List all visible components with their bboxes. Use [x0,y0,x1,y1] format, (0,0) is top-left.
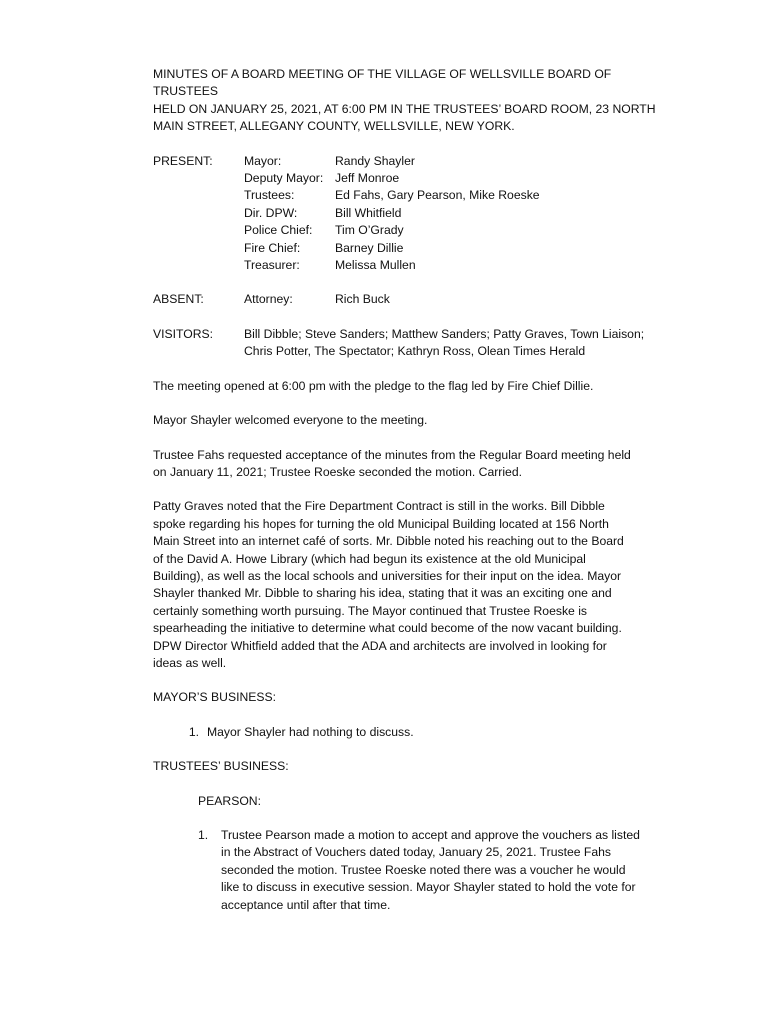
role-label: Fire Chief: [244,240,301,255]
paragraph-line: Building), as well as the local schools and universities for their input on the idea. Mayor [153,568,622,583]
person-name: Melissa Mullen [335,258,416,273]
paragraph-welcome [153,412,673,429]
paragraph-line: Main Street into an internet café of sorts. Mr. Dibble noted his reaching out to the Board [153,534,624,549]
paragraph-line: spoke regarding his hopes for turning the old Municipal Building located at 156 North [153,516,609,531]
visitors-row [153,326,673,361]
visitors-line: Chris Potter, The Spectator; Kathryn Ross, Olean Times Herald [244,344,586,359]
absent-row [153,291,673,308]
absent-section [153,291,673,308]
paragraph-line: of the David A. Howe Library (which had begun its existence at the old Municipal [153,551,586,566]
role-label: Treasurer: [244,258,300,273]
present-section [153,153,673,275]
list-item [198,827,673,914]
role-label: Mayor: [244,153,282,168]
paragraph-line: Trustee Fahs requested acceptance of the minutes from the Regular Board meeting held [153,447,631,462]
role-label: Police Chief: [244,223,313,238]
absent-label: ABSENT: [153,292,204,307]
title-line: HELD ON JANUARY 25, 2021, AT 6:00 PM IN THE TRUSTEES’ BOARD ROOM, 23 NORTH [153,101,656,116]
person-name: Barney Dillie [335,240,404,255]
paragraph-line: Patty Graves noted that the Fire Department Contract is still in the works. Bill Dibble [153,499,605,514]
visitors-section [153,326,673,361]
present-row [153,222,673,239]
person-name: Randy Shayler [335,153,415,168]
role-label: Attorney: [244,292,293,307]
paragraph-line: spearheading the initiative to determine what could become of the now vacant building. [153,621,622,636]
list-number: 1. [188,724,199,739]
present-row [153,205,673,222]
present-row [153,187,673,204]
role-label: Trustees: [244,188,295,203]
present-row [153,170,673,187]
person-name: Rich Buck [335,292,390,307]
person-name: Tim O’Grady [335,223,404,238]
list-text [212,827,673,914]
paragraph-line: The meeting opened at 6:00 pm with the pledge to the flag led by Fire Chief Dillie. [153,378,594,393]
person-name: Ed Fahs, Gary Pearson, Mike Roeske [335,188,540,203]
paragraph-minutes [153,447,673,482]
visitors-line: Bill Dibble; Steve Sanders; Matthew Sanders; Patty Graves, Town Liaison; [244,326,645,341]
pearson-heading: PEARSON: [198,793,261,808]
role-label: Dir. DPW: [244,205,298,220]
paragraph-line: DPW Director Whitfield added that the ADA and architects are involved in looking for [153,638,607,653]
paragraph-line: Shayler thanked Mr. Dibble to sharing his idea, stating that it was an exciting one and [153,586,612,601]
list-line: acceptance until after that time. [221,897,391,912]
list-item [153,724,673,741]
list-line: seconded the motion. Trustee Roeske noted there was a voucher he would [221,862,626,877]
mayors-business-heading: MAYOR’S BUSINESS: [153,690,277,705]
list-line: Trustee Pearson made a motion to accept and approve the vouchers as listed [221,828,640,842]
visitors-label: VISITORS: [153,326,214,341]
trustees-business-heading: TRUSTEES’ BUSINESS: [153,759,289,774]
paragraph-graves [153,498,673,672]
present-row [153,153,673,170]
role-label: Deputy Mayor: [244,171,324,186]
paragraph-line: Mayor Shayler welcomed everyone to the meeting. [153,413,428,428]
person-name: Jeff Monroe [335,171,400,186]
title-line: MINUTES OF A BOARD MEETING OF THE VILLAGE OF WELLSVILLE BOARD OF TRUSTEES [153,67,612,99]
person-name: Bill Whitfield [335,205,402,220]
present-row [153,257,673,274]
document-title [153,66,673,136]
title-line: MAIN STREET, ALLEGANY COUNTY, WELLSVILLE, NEW YORK. [153,119,515,134]
paragraph-line: on January 11, 2021; Trustee Roeske seconded the motion. Carried. [153,464,523,479]
list-line: in the Abstract of Vouchers dated today, January 25, 2021. Trustee Fahs [221,845,612,860]
paragraph-line: certainly something worth pursuing. The Mayor continued that Trustee Roeske is [153,603,588,618]
list-number: 1. [198,828,209,842]
list-line: like to discuss in executive session. Mayor Shayler stated to hold the vote for [221,880,636,895]
present-row [153,240,673,257]
paragraph-line: ideas as well. [153,655,227,670]
minutes-document [153,66,673,931]
list-text: Mayor Shayler had nothing to discuss. [207,724,414,739]
present-label: PRESENT: [153,153,213,168]
paragraph-opening [153,378,673,395]
visitors-list [244,326,673,361]
